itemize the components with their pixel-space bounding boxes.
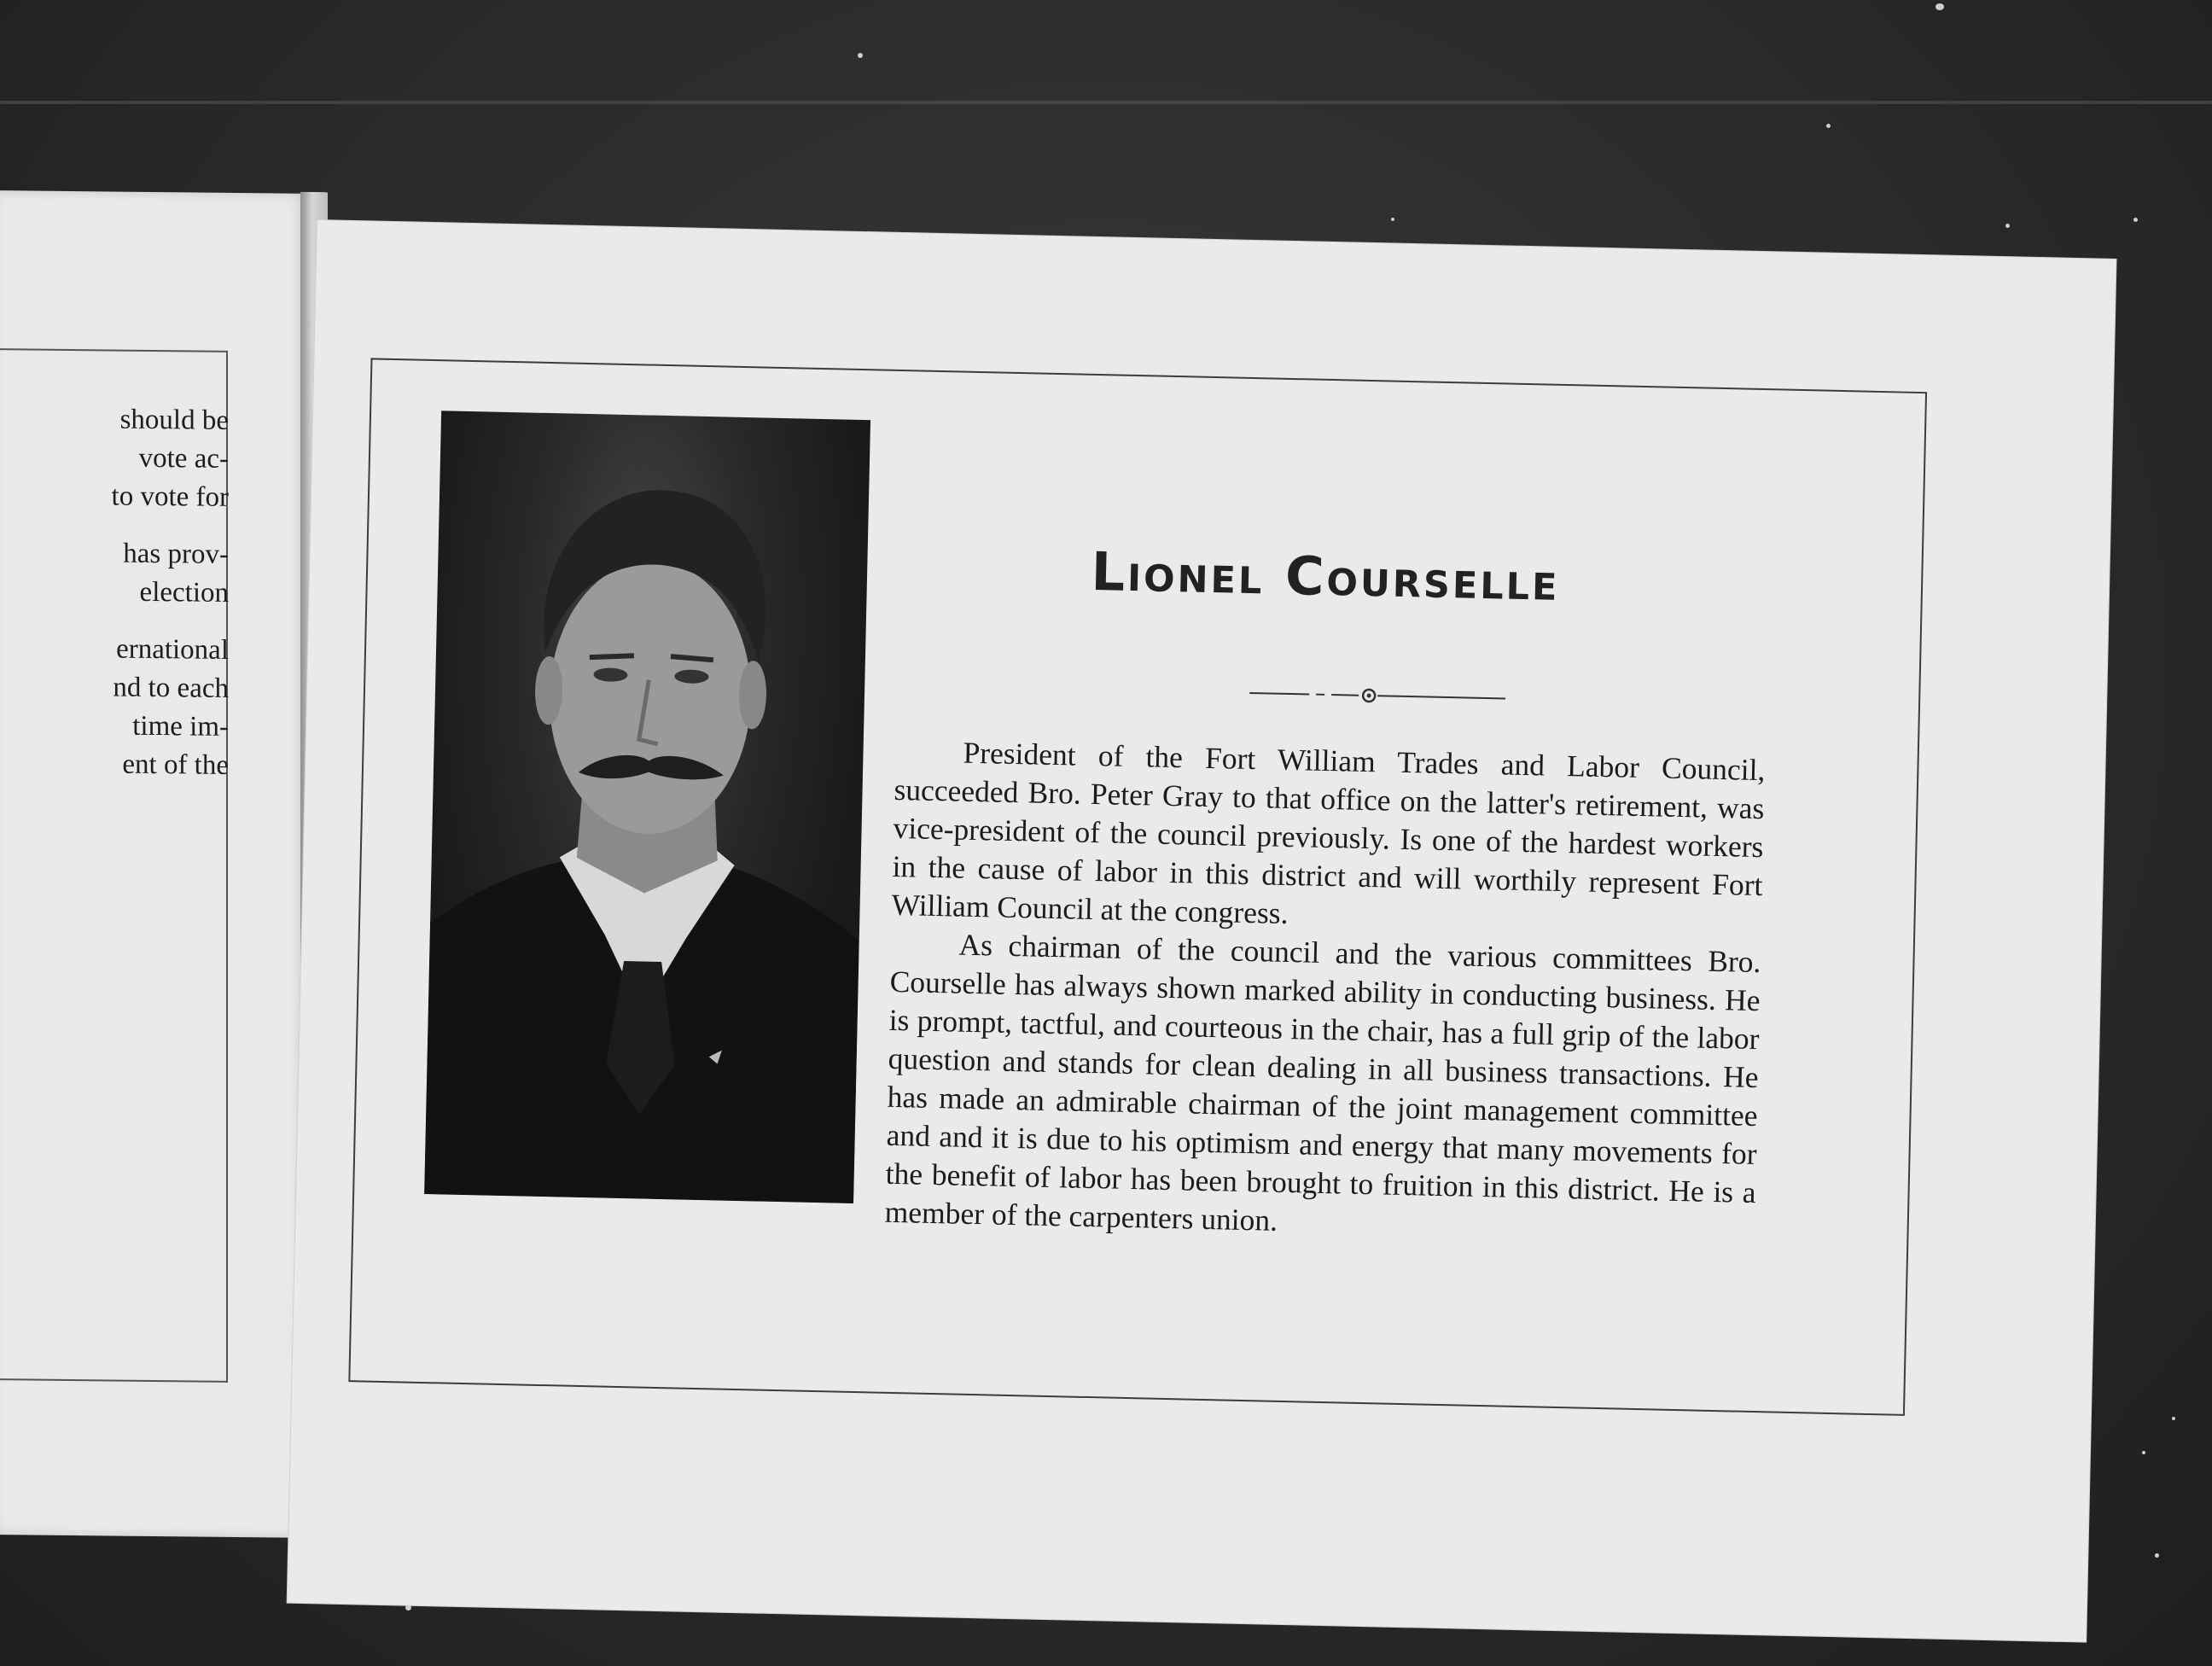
left-line: election xyxy=(139,576,229,609)
left-page-text xyxy=(7,399,229,785)
dust-speck xyxy=(2005,224,2010,228)
dust-speck xyxy=(1936,3,1944,10)
left-line: ernational xyxy=(116,633,229,666)
biography-text xyxy=(884,732,1766,1250)
dust-speck xyxy=(2155,1553,2159,1558)
left-line: should be xyxy=(119,404,229,436)
bio-paragraph: President of the Fort William Trades and Labor Council, succeeded Bro. Peter Gray to that office on the latter's retirement, was vice-president of the council previously. Is one of the hardest workers in the cause of labor in this district and will worthily represent Fort William Council at the congress. xyxy=(891,735,1766,931)
dust-speck xyxy=(405,1605,411,1611)
biography-title: Lionel Courselle xyxy=(1090,539,1561,613)
portrait-illustration xyxy=(424,411,870,1203)
dust-speck xyxy=(2142,1451,2145,1454)
dust-speck xyxy=(2133,218,2138,222)
dust-speck xyxy=(2172,1417,2175,1420)
dust-speck xyxy=(1391,218,1394,221)
bio-paragraph: As chairman of the council and the various committees Bro. Courselle has always shown marked ability in conducting business. He is prompt, tactful, and courteous in the chair, has a full grip of the labor question and stands for clean dealing in all business transactions. He has made an admirable chairman of the joint management committee and and it is due to his optimism and energy that many movements for the benefit of labor has been brought to fruition in this district. He is a member of the carpenters union. xyxy=(884,927,1761,1238)
portrait-photo xyxy=(424,411,870,1203)
left-line: vote ac- xyxy=(138,442,229,475)
scanner-line xyxy=(0,101,2212,104)
dust-speck xyxy=(858,53,863,58)
right-page xyxy=(288,220,2116,1642)
left-line: has prov- xyxy=(123,538,229,570)
left-line: nd to each xyxy=(113,672,229,704)
left-line: ent of the xyxy=(122,749,229,781)
left-line: time im- xyxy=(132,710,229,743)
left-page xyxy=(0,190,307,1538)
left-line: to vote for xyxy=(111,481,229,513)
dust-speck xyxy=(1826,124,1831,128)
